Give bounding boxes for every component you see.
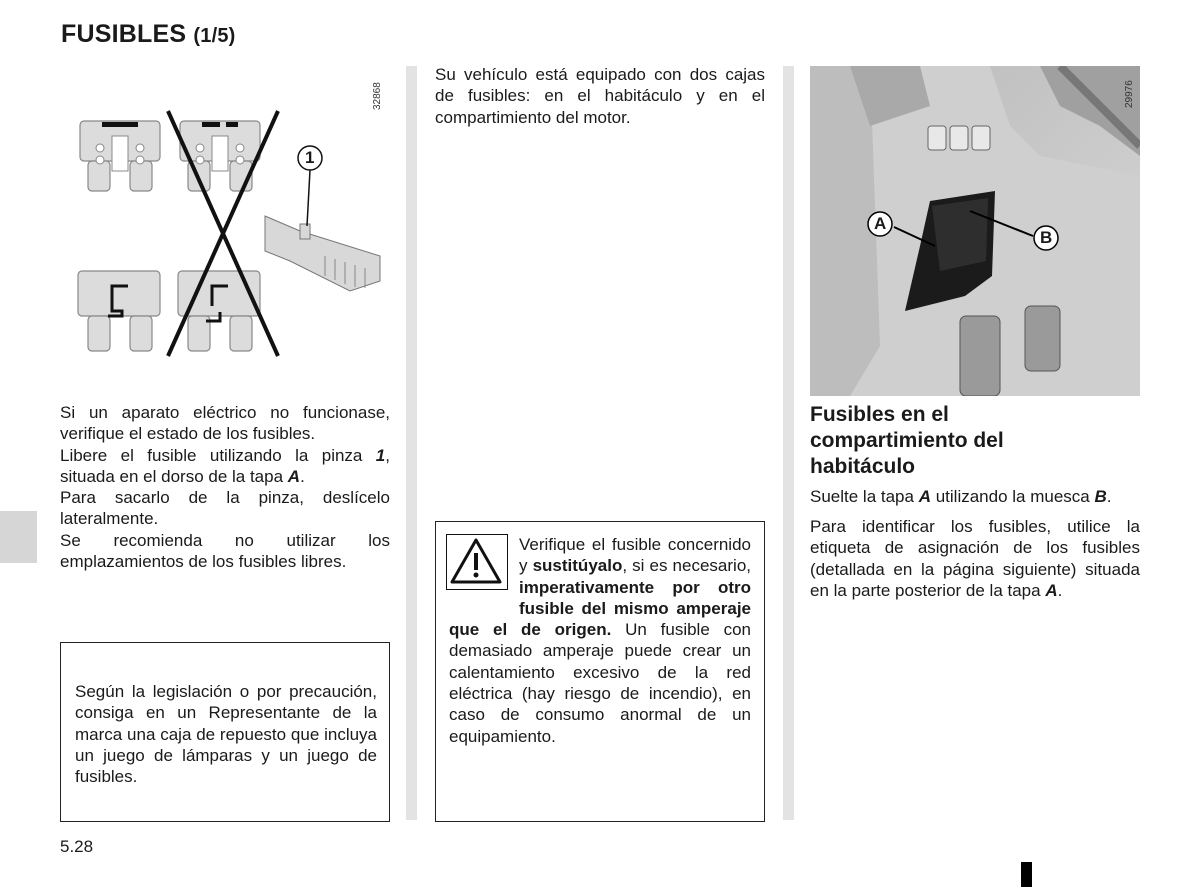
right-p1-b: B [1094,487,1107,506]
page-title-part: (1/5) [193,25,236,47]
right-p1-mid: utilizando la muesca [930,487,1095,506]
ref-a: A [287,466,301,486]
warning-t1: Verifique el fusible concernido y [519,535,751,576]
warning-text [449,534,751,747]
left-paragraph-2-post: . [300,466,305,486]
right-p2-a: A [1045,580,1058,600]
left-text [60,402,390,572]
dashboard-photo [810,66,1140,396]
note-box-text: Según la legislación o por precaución, consiga en un Representante de la marca una caja de repuesto que incluya un juego de lámparas y un juego de fusibles. [75,682,377,787]
ref-1: 1 [375,445,386,465]
section-heading [810,402,1140,480]
dashboard-photo-svg [810,66,1140,396]
left-paragraph-2-pre: Libere el fusible utilizando la pinza [60,445,376,465]
label-b: B [1040,228,1053,247]
warning-icon-spacer [449,534,519,598]
page-title [61,20,236,49]
warning-t2: sustitúyalo [532,556,623,576]
right-p2-post: . [1057,580,1063,600]
fuse-illustration [60,66,390,366]
figure-ref-number: 32868 [372,82,383,110]
section-heading-line-1: Fusibles en el [810,403,949,426]
section-heading-line-2: compartimiento del [810,429,1004,452]
page-edge-marker [1021,862,1032,887]
warning-box [435,521,765,822]
warning-t5: Un fusible con demasiado amperaje puede crear un calentamiento excesivo de la red eléctrica (hay riesgo de incendio), en caso de consumo anormal de un equipamiento. [449,620,751,746]
note-box [60,642,390,822]
left-paragraph-4: Se recomienda no utilizar los emplazamientos de los fusibles libres. [60,530,390,572]
right-paragraph-2 [810,516,1140,601]
chapter-tab [0,511,37,563]
page-number: 5.28 [60,837,94,856]
section-heading-line-3: habitáculo [810,455,916,478]
page-title-text: FUSIBLES [61,20,187,48]
left-paragraph-1: Si un aparato eléctrico no funcionase, verifique el estado de los fusibles. [60,403,390,444]
left-paragraph-3: Para sacarlo de la pinza, deslícelo lateralmente. [60,488,390,529]
intro-text: Su vehículo está equipado con dos cajas de fusibles: en el habitáculo y en el compartimiento del motor. [435,65,765,127]
left-paragraph-2 [60,445,390,488]
right-p1-post: . [1106,487,1112,506]
warning-t4: imperativamente por otro fusible del mismo amperaje que el de origen. [449,577,751,640]
column-divider-left [406,66,417,820]
right-paragraph-1 [810,486,1140,507]
right-p2-pre: Para identificar los fusibles, utilice la etiqueta de asignación de los fusibles (detallada en la página siguiente) situada en la parte posterior de la tapa [810,517,1140,600]
label-a: A [874,214,887,233]
right-p1-pre: Suelte la tapa [810,487,919,506]
right-p1-a: A [918,487,931,506]
warning-t3: , si es necesario, [622,556,751,576]
callout-1: 1 [305,148,315,167]
column-divider-right [783,66,794,820]
fuse-illustration-svg [60,66,390,366]
left-paragraph-2-mid: , situada en el dorso de la tapa [60,445,390,486]
photo-ref-number: 29976 [1124,80,1135,108]
